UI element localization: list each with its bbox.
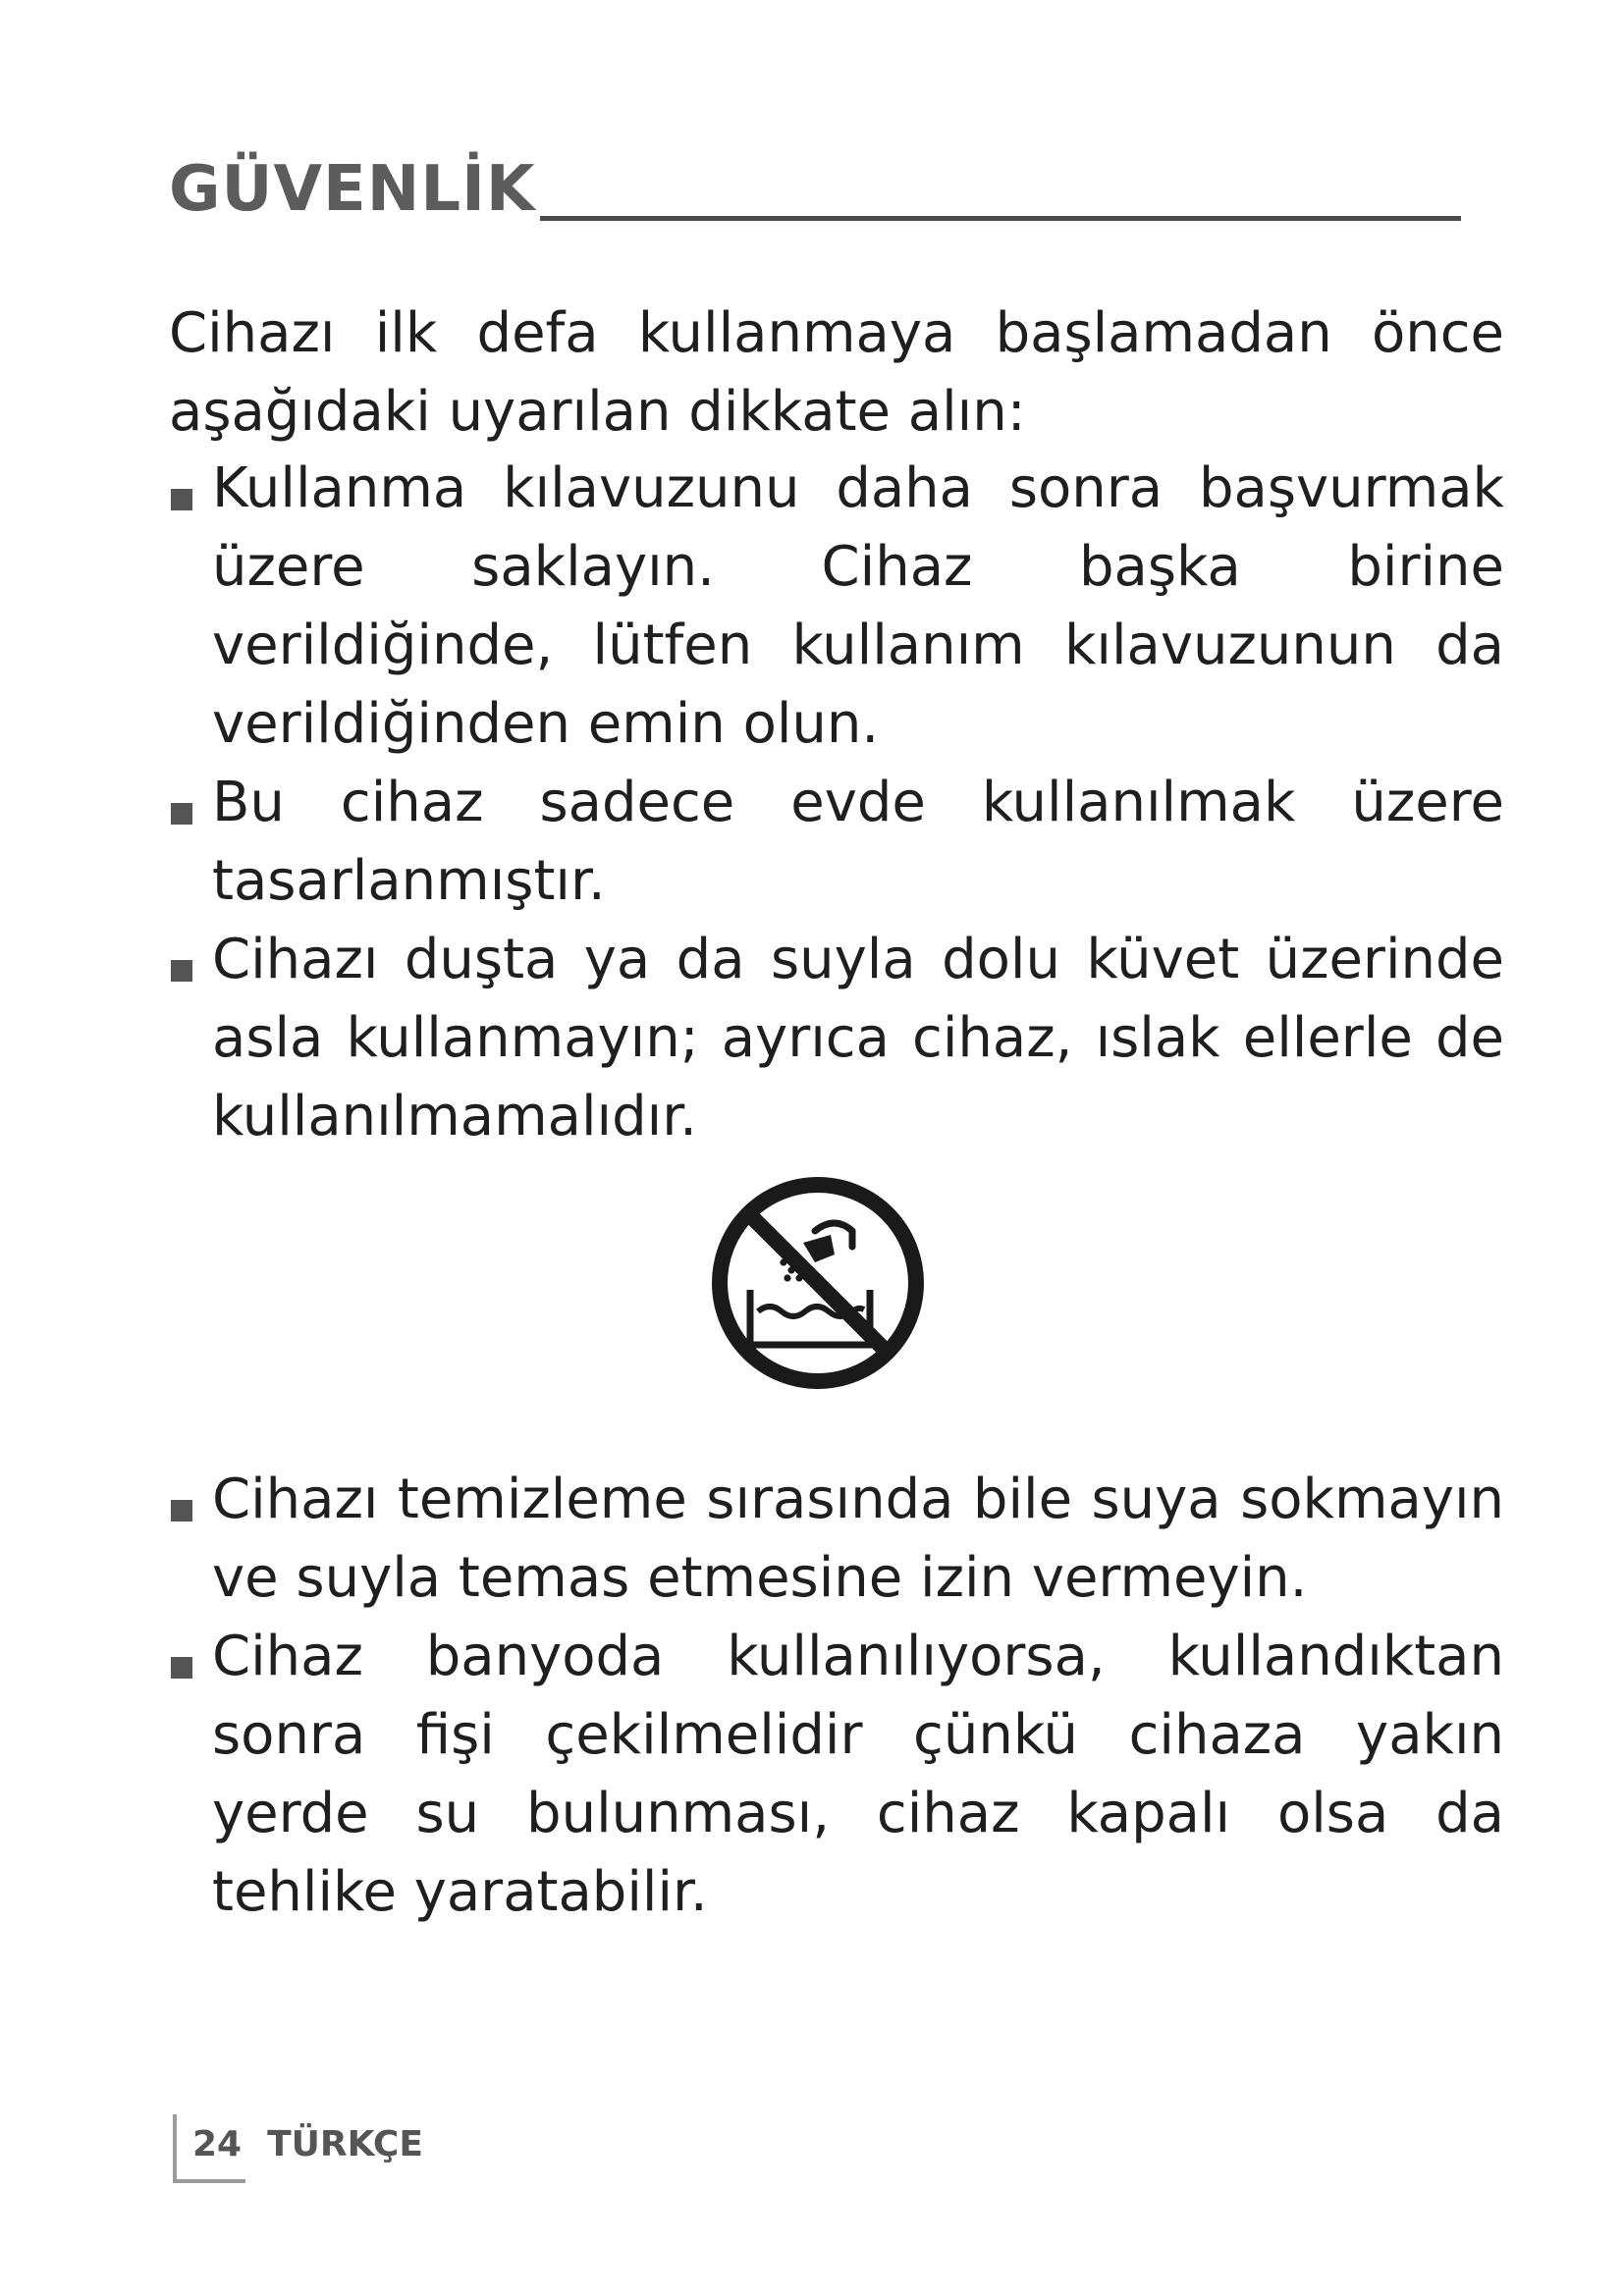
- bullet-square-icon: [171, 960, 192, 982]
- list-item-text: Cihaz banyoda kullanılıyorsa, kullandıktan sonra fişi çekilmelidir çünkü cihaza yakın yerde su bulunması, cihaz kapalı olsa da tehlike yaratabilir.: [212, 1625, 1504, 1924]
- footer-rule-horizontal: [173, 2179, 245, 2183]
- section-header: [169, 147, 1461, 236]
- list-item: [169, 1461, 1504, 1618]
- section-title: GÜVENLİK: [169, 153, 536, 226]
- safety-list-2: [169, 1461, 1504, 1932]
- page-number: 24: [192, 2124, 243, 2164]
- language-label: TÜRKÇE: [267, 2124, 423, 2164]
- bullet-square-icon: [171, 489, 192, 510]
- intro-paragraph: Cihazı ilk defa kullanmaya başlamadan önce aşağıdaki uyarılan dikkate alın:: [169, 301, 1504, 444]
- no-shower-bath-icon: [705, 1170, 931, 1396]
- list-item-text: Cihazı temizleme sırasında bile suya sokmayın ve suyla temas etmesine izin vermeyin.: [212, 1468, 1504, 1610]
- bullet-square-icon: [171, 1657, 192, 1679]
- list-item: [169, 450, 1504, 764]
- safety-list-1: [169, 450, 1504, 1156]
- heading-rule: [540, 216, 1461, 221]
- list-item: [169, 1618, 1504, 1932]
- page-footer: [192, 2124, 423, 2164]
- list-item-text: Kullanma kılavuzunu daha sonra başvurmak üzere saklayın. Cihaz başka birine verildiğinde, lütfen kullanım kılavuzunun da verildiğinden emin olun.: [212, 456, 1504, 756]
- list-item-text: Bu cihaz sadece evde kullanılmak üzere tasarlanmıştır.: [212, 771, 1504, 913]
- bullet-square-icon: [171, 803, 192, 825]
- list-item: [169, 764, 1504, 921]
- list-item-text: Cihazı duşta ya da suyla dolu küvet üzerinde asla kullanmayın; ayrıca cihaz, ıslak ellerle de kullanılmamalıdır.: [212, 928, 1504, 1148]
- footer-rule-vertical: [173, 2114, 177, 2183]
- list-item: [169, 921, 1504, 1156]
- bullet-square-icon: [171, 1500, 192, 1522]
